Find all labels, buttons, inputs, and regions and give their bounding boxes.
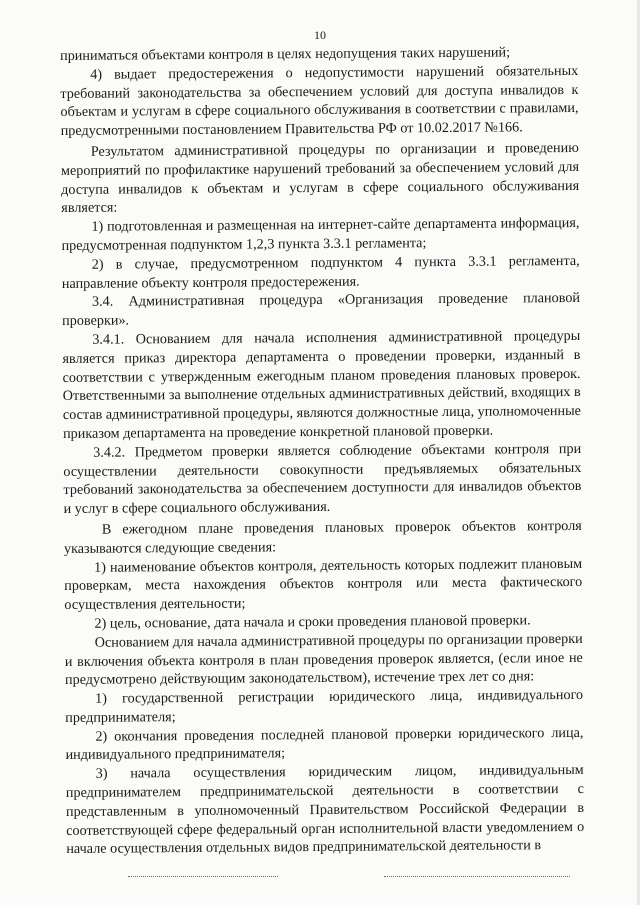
paragraph-result-item-2: 2) в случае, предусмотренном подпунктом 4 пункта 3.3.1 регламента, направление объекту контроля предостережения. [61, 252, 580, 292]
page-number: 10 [314, 28, 326, 42]
paragraph-result: Результатом административной процедуры по организации и проведению мероприятий по профилактике нарушений требований за обеспечением условий для доступа инвалидов к объектам и услугам в сфере социального обслуживания является: [60, 139, 580, 217]
paragraph-basis-item-2: 2) окончания проведения последней плановой проверки юридического лица, индивидуального предпринимателя; [65, 724, 584, 764]
paragraph-plan-item-1: 1) наименование объектов контроля, деятельность которых подлежит плановым проверкам, места нахождения объектов контроля или места фактического осуществления деятельности; [64, 555, 583, 614]
paragraph-basis: Основанием для начала административной процедуры по организации проверки и включения объекта контроля в план проведения проверок является, (если иное не предусмотрено действующим законодательством), истечение трех лет со дня: [64, 630, 583, 689]
scan-artifact-line-left [128, 876, 278, 877]
paragraph-annual-plan: В ежегодном плане проведения плановых проверок объектов контроля указываются следующие сведения: [63, 517, 582, 557]
paragraph-continuation: приниматься объектами контроля в целях недопущения таких нарушений; [60, 44, 511, 64]
document-body [60, 43, 584, 859]
paragraph-3-4-2: 3.4.2. Предметом проверки является соблюдение объектами контроля при осуществлении деятельности совокупности предъявляемых обязательных требований законодательства за обеспечением доступности для инвалидов объектов и услуг в сфере социального обслуживания. [63, 440, 582, 518]
paragraph-result-item-1: 1) подготовленная и размещенная на интернет-сайте департамента информация, предусмотренная подпунктом 1,2,3 пункта 3.3.1 регламента; [61, 215, 580, 254]
section-heading-3-4: 3.4. Административная процедура «Организация проведение плановой проверки». [62, 290, 581, 330]
scan-artifact-line-right [384, 876, 570, 877]
paragraph-basis-item-1: 1) государственной регистрации юридического лица, индивидуального предпринимателя; [65, 687, 584, 726]
paragraph-plan-item-2: 2) цель, основание, дата начала и сроки проведения плановой проверки. [94, 612, 531, 632]
paragraph-3-4-1: 3.4.1. Основанием для начала исполнения административной процедуры является приказ директора департамента о проведении проверки, изданный в соответствии с утвержденным ежегодным планом проведения плановых проверок. Ответственными за выполнение отдельных административных действий, входящих в состав административной процедуры, являются должностные лица, уполномоченные приказом департамента на проведение конкретной плановой проверки. [62, 327, 581, 442]
paragraph-item-4: 4) выдает предостережения о недопустимости нарушений обязательных требований законодательства за обеспечением условий для доступа инвалидов к объектам и услугам в сфере социального обслуживания в соответствии с правилами, предусмотренными постановлением Правительства РФ от 10.02.2017 №166. [60, 62, 579, 140]
paragraph-basis-item-3: 3) начала осуществления юридическим лицом, индивидуальным предпринимателем предпринимательской деятельности в соответствии с представленным в уполномоченный Правительством Российской Федерации в соответствующей сфере федеральный орган исполнительной власти уведомлением о начале осуществления отдельных видов предпринимательской деятельности в [65, 762, 585, 858]
